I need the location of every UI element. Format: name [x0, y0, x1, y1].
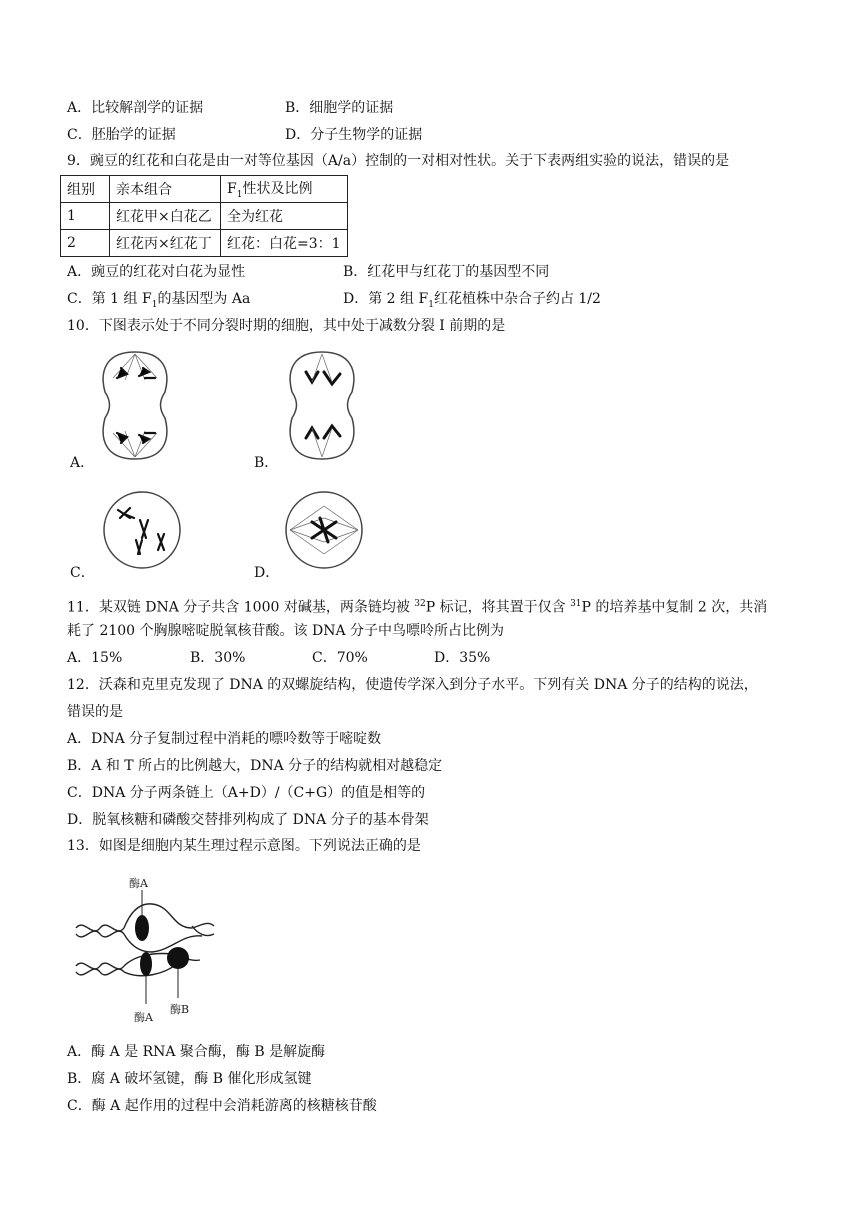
enzyme-a-label-top: 酶A	[129, 877, 148, 890]
q12-option-d: D．脱氧核糖和磷酸交替排列构成了 DNA 分子的基本骨架	[67, 812, 429, 828]
cell-c-figure	[100, 488, 184, 572]
q10-label-c: C．	[70, 565, 95, 581]
table-cell: 2	[61, 230, 110, 257]
enzyme-b-label: 酶B	[170, 1003, 190, 1016]
table-cell: 全为红花	[221, 203, 348, 230]
enzyme-a-label-bottom: 酶A	[134, 1011, 153, 1024]
q11-option-c: C．70%	[312, 650, 368, 666]
q11-option-a: A．15%	[67, 650, 123, 666]
table-row	[61, 203, 348, 230]
q10-label-b: B．	[254, 455, 279, 471]
q8-option-c: C．胚胎学的证据	[67, 127, 176, 143]
q12-option-a: A．DNA 分子复制过程中消耗的嘌呤数等于嘧啶数	[67, 731, 382, 747]
table-cell: 红花丙×红花丁	[110, 230, 221, 257]
q9-stem: 9．豌豆的红花和白花是由一对等位基因（A/a）控制的一对相对性状。关于下表两组实验的说法，错误的是	[67, 153, 730, 169]
q9-option-d: D．第 2 组 $F_1$红花植株中杂合子约占 1/2	[343, 291, 601, 310]
q13-option-b: B．腐 A 破坏氢键，酶 B 催化形成氢键	[67, 1071, 312, 1087]
q12-stem-line2: 错误的是	[67, 704, 123, 720]
q9-option-c: C．第 1 组 $F_1$的基因型为 Aa	[67, 291, 251, 310]
table-header: $F_1$性状及比例	[221, 176, 348, 203]
cell-d-figure	[282, 488, 366, 572]
q10-stem: 10．下图表示处于不同分裂时期的细胞，其中处于减数分裂 I 前期的是	[67, 318, 506, 334]
table-row	[61, 230, 348, 257]
q8-option-b: B．细胞学的证据	[285, 100, 394, 116]
table-cell: 红花：白花=3：1	[221, 230, 348, 257]
table-cell: 红花甲×白花乙	[110, 203, 221, 230]
q10-label-d: D．	[254, 565, 280, 581]
table-cell: 1	[61, 203, 110, 230]
q8-option-d: D．分子生物学的证据	[285, 127, 423, 143]
q13-option-a: A．酶 A 是 RNA 聚合酶，酶 B 是解旋酶	[67, 1044, 326, 1060]
q12-option-c: C．DNA 分子两条链上（A+D）/（C+G）的值是相等的	[67, 785, 426, 801]
q11-option-b: B．30%	[190, 650, 246, 666]
q11-stem-line2: 耗了 2100 个胸腺嘧啶脱氧核苷酸。该 DNA 分子中鸟嘌呤所占比例为	[67, 623, 505, 639]
q12-option-b: B．A 和 T 所占的比例越大，DNA 分子的结构就相对越稳定	[67, 758, 443, 774]
table-row	[61, 176, 348, 203]
q9-table	[60, 175, 348, 257]
cell-b-figure	[282, 348, 362, 463]
cell-a-figure	[95, 348, 175, 463]
q12-stem-line1: 12．沃森和克里克发现了 DNA 的双螺旋结构，使遗传学深入到分子水平。下列有关 DNA 分子的结构的说法，	[67, 677, 758, 693]
q9-option-a: A．豌豆的红花对白花为显性	[67, 264, 246, 280]
q11-option-d: D．35%	[434, 650, 491, 666]
dna-replication-figure	[72, 868, 222, 1028]
q9-option-b: B．红花甲与红花丁的基因型不同	[343, 264, 550, 280]
q10-label-a: A．	[70, 455, 95, 471]
q13-option-c: C．酶 A 起作用的过程中会消耗游离的核糖核苷酸	[67, 1098, 377, 1114]
q13-stem: 13．如图是细胞内某生理过程示意图。下列说法正确的是	[67, 838, 421, 854]
table-header: 亲本组合	[110, 176, 221, 203]
q11-stem-line1: 11．某双链 DNA 分子共含 1000 对碱基，两条链均被 $^{32}$P 标记，将其置于仅含 $^{31}$P 的培养基中复制 2 次，共消	[67, 599, 768, 616]
q8-option-a: A．比较解剖学的证据	[67, 100, 204, 116]
table-header: 组别	[61, 176, 110, 203]
